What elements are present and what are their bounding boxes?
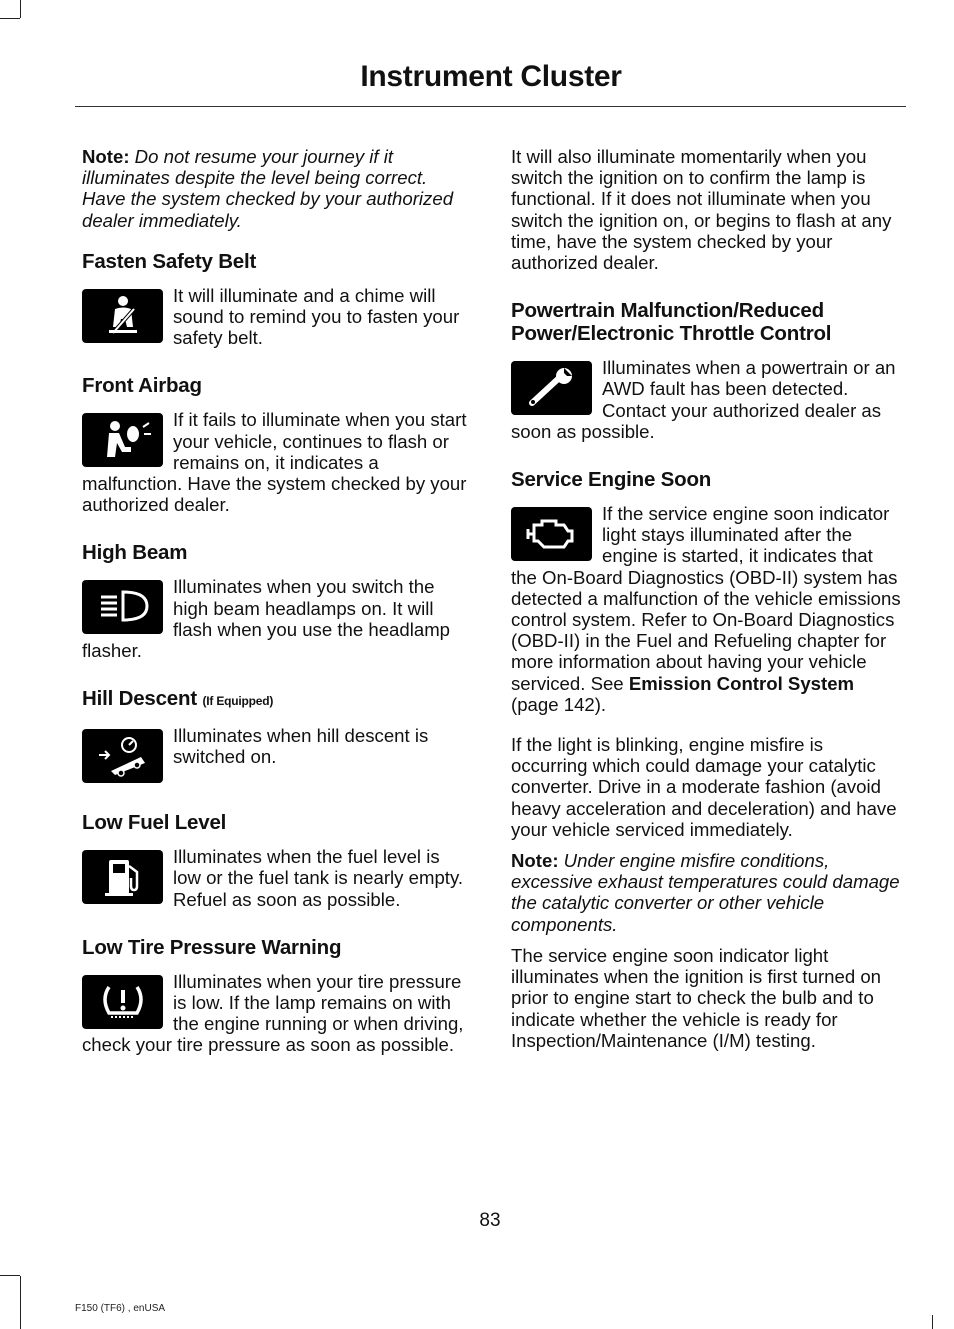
wrench-icon <box>511 361 592 415</box>
section-heading: Powertrain Malfunction/Reduced Power/Electronic Throttle Control <box>511 299 832 346</box>
cross-reference-link[interactable]: Emission Control System <box>628 672 855 694</box>
service-text: If the service engine soon indicator light stays illuminated after the engine is started, it indicates that the On-Board Diagnostics (OBD-II) system has detected a malfunction of the vehicle emissions control system. Refer to On-Board Diagnostics (OBD-II) in the Fuel and Refueling chapter for more information about having your vehicle serviced. See <box>511 503 901 694</box>
title-rule <box>75 106 906 107</box>
page-title: Instrument Cluster <box>360 60 622 93</box>
section-low-fuel <box>82 846 472 910</box>
section-text: Illuminates when the fuel level is low or the fuel tank is nearly empty. Refuel as soon as possible. <box>173 846 464 910</box>
document-id: F150 (TF6) , enUSA <box>75 1303 166 1314</box>
engine-icon <box>511 507 592 561</box>
section-service-engine <box>511 503 903 715</box>
section-text: If it fails to illuminate when you start your vehicle, continues to flash or remains on, it indicates a malfunction. Have the system checked by your authorized dealer. <box>82 409 467 516</box>
crop-mark <box>20 0 21 18</box>
crop-mark <box>0 18 20 19</box>
section-hill-descent <box>82 725 472 785</box>
left-column <box>82 146 472 1056</box>
section-heading <box>82 687 472 713</box>
section-text: Illuminates when a powertrain or an AWD fault has been detected. Contact your authorized dealer as soon as possible. <box>511 357 896 442</box>
section-heading: Service Engine Soon <box>511 468 712 492</box>
note-label: Note: <box>82 146 130 167</box>
tire-pressure-icon <box>82 975 163 1029</box>
high-beam-icon <box>82 580 163 634</box>
note-label: Note: <box>511 850 559 872</box>
section-heading: Front Airbag <box>82 374 202 398</box>
section-airbag <box>82 409 472 515</box>
note-paragraph <box>82 146 472 231</box>
section-heading: Low Tire Pressure Warning <box>82 935 342 959</box>
seatbelt-icon <box>82 289 163 343</box>
link-suffix: (page 142). <box>511 693 607 715</box>
right-column <box>511 146 903 1051</box>
airbag-icon <box>82 413 163 467</box>
note-text: Under engine misfire conditions, excessive exhaust temperatures could damage the catalytic converter or other vehicle components. <box>511 850 900 935</box>
section-seatbelt <box>82 285 472 349</box>
final-paragraph: The service engine soon indicator light illuminates when the ignition is first turned on prior to engine start to check the bulb and to indicate whether the vehicle is ready for Inspection/Maintenance (I/M) testing. <box>511 944 882 1051</box>
blink-paragraph: If the light is blinking, engine misfire is occurring which could damage your catalytic converter. Drive in a moderate fashion (avoid heavy acceleration and deceleration) and have your vehicle serviced immediately. <box>511 734 897 840</box>
equipped-tag: (If Equipped) <box>202 694 274 709</box>
fuel-pump-icon <box>82 850 163 904</box>
note-text: Do not resume your journey if it illuminates despite the level being correct. Have the system checked by your authorized dealer immediately. <box>82 146 454 231</box>
section-powertrain <box>511 357 903 442</box>
hill-descent-icon <box>82 729 163 783</box>
section-heading: Fasten Safety Belt <box>82 249 257 273</box>
section-text: It will illuminate and a chime will sound to remind you to fasten your safety belt. <box>173 284 460 349</box>
section-tire-pressure <box>82 971 472 1056</box>
section-heading: High Beam <box>82 541 188 565</box>
note-paragraph <box>511 850 903 935</box>
section-text: Illuminates when you switch the high beam headlamps on. It will flash when you use the headlamp flasher. <box>82 576 451 662</box>
crop-mark <box>20 1276 21 1329</box>
section-text: Illuminates when your tire pressure is low. If the lamp remains on with the engine running or when driving, check your tire pressure as soon as possible. <box>82 970 464 1056</box>
section-heading-text: Hill Descent <box>82 687 197 711</box>
page-number: 83 <box>479 1210 501 1231</box>
crop-mark <box>0 1275 20 1276</box>
crop-mark <box>932 1315 933 1329</box>
section-high-beam <box>82 576 472 661</box>
intro-paragraph: It will also illuminate momentarily when you switch the ignition on to confirm the lamp is functional. If it does not illuminate when you switch the ignition on, or begins to flash at any time, have the system checked by your authorized dealer. <box>511 146 892 274</box>
section-heading: Low Fuel Level <box>82 811 227 835</box>
section-text: Illuminates when hill descent is switched on. <box>173 725 429 768</box>
